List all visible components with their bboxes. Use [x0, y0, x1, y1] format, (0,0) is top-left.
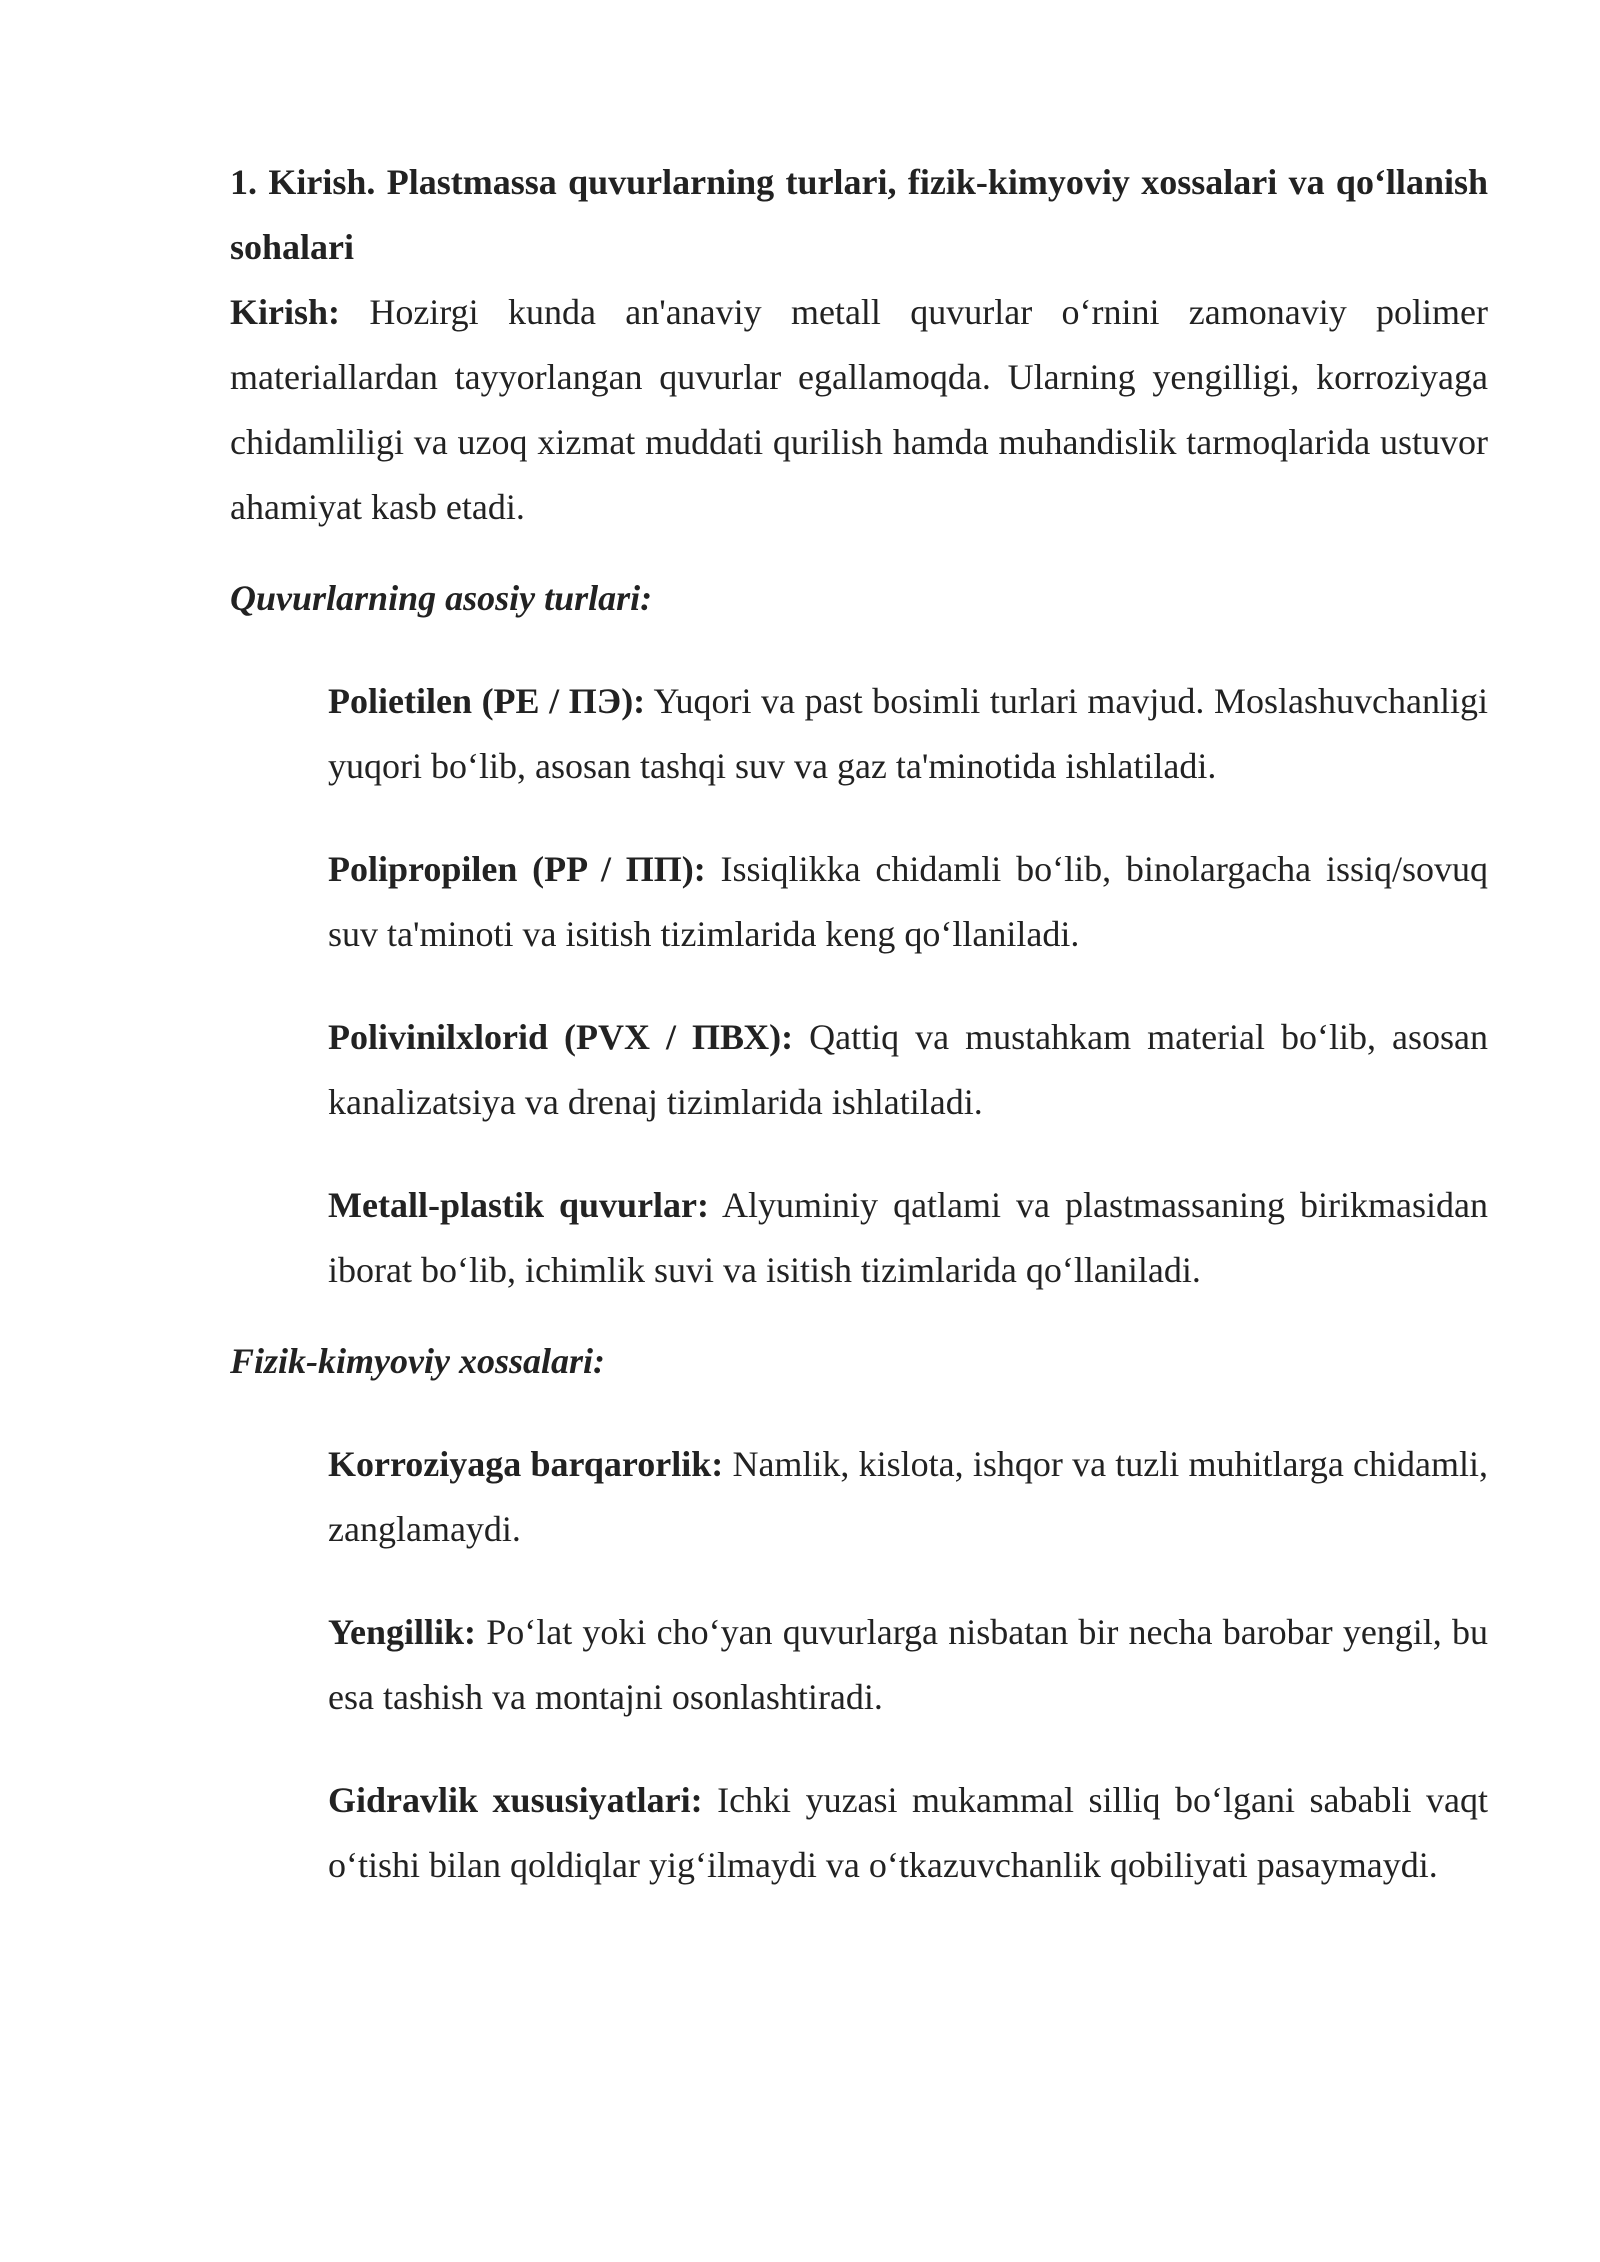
- type-item-polipropilen: [328, 837, 1488, 967]
- types-list: [230, 669, 1488, 1303]
- property-item-yengillik: [328, 1600, 1488, 1730]
- item-text: Alyuminiy qatlami va plastmassaning birikmasidan iborat bo‘lib, ichimlik suvi va isitish tizimlarida qo‘llaniladi.: [328, 1185, 1488, 1290]
- item-label: Gidravlik xususiyatlari:: [328, 1780, 703, 1820]
- item-text: Namlik, kislota, ishqor va tuzli muhitlarga chidamli, zanglamaydi.: [328, 1444, 1488, 1549]
- item-label: Polietilen (PE / ПЭ):: [328, 681, 646, 721]
- section-heading: 1. Kirish. Plastmassa quvurlarning turlari, fizik-kimyoviy xossalari va qo‘llanish sohalari: [230, 162, 1488, 267]
- intro-paragraph: [230, 280, 1488, 540]
- item-text: Po‘lat yoki cho‘yan quvurlarga nisbatan bir necha barobar yengil, bu esa tashish va montajni osonlashtiradi.: [328, 1612, 1488, 1717]
- item-label: Polivinilxlorid (PVX / ПВХ):: [328, 1017, 794, 1057]
- item-text: Issiqlikka chidamli bo‘lib, binolargacha issiq/sovuq suv ta'minoti va isitish tizimlarida keng qo‘llaniladi.: [328, 849, 1488, 954]
- property-item-gidravlik: [328, 1768, 1488, 1898]
- properties-title: Fizik-kimyoviy xossalari:: [230, 1341, 605, 1381]
- item-text: Qattiq va mustahkam material bo‘lib, asosan kanalizatsiya va drenaj tizimlarida ishlatiladi.: [328, 1017, 1489, 1122]
- item-label: Polipropilen (PP / ПП):: [328, 849, 706, 889]
- item-label: Metall-plastik quvurlar:: [328, 1185, 710, 1225]
- intro-text: Hozirgi kunda an'anaviy metall quvurlar o‘rnini zamonaviy polimer materiallardan tayyorlangan quvurlar egallamoqda. Ularning yengilligi, korroziyaga chidamliligi va uzoq xizmat muddati qurilish hamda muhandislik tarmoqlarida ustuvor ahamiyat kasb etadi.: [230, 292, 1488, 527]
- intro-label: Kirish:: [230, 292, 341, 332]
- properties-list: [230, 1432, 1488, 1898]
- item-label: Yengillik:: [328, 1612, 477, 1652]
- item-label: Korroziyaga barqarorlik:: [328, 1444, 724, 1484]
- types-title: Quvurlarning asosiy turlari:: [230, 578, 653, 618]
- item-text: Ichki yuzasi mukammal silliq bo‘lgani sababli vaqt o‘tishi bilan qoldiqlar yig‘ilmaydi va o‘tkazuvchanlik qobiliyati pasaymaydi.: [328, 1780, 1489, 1885]
- type-item-metall-plastik: [328, 1173, 1488, 1303]
- item-text: Yuqori va past bosimli turlari mavjud. Moslashuvchanligi yuqori bo‘lib, asosan tashqi suv va gaz ta'minotida ishlatiladi.: [328, 681, 1488, 786]
- property-item-korroziya: [328, 1432, 1488, 1562]
- type-item-polietilen: [328, 669, 1488, 799]
- type-item-polivinilxlorid: [328, 1005, 1488, 1135]
